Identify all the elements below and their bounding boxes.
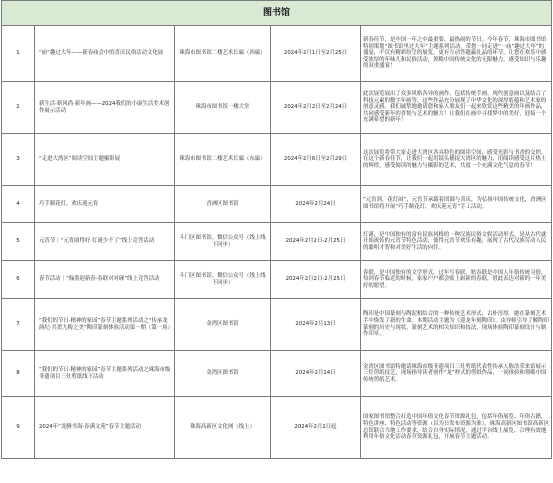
table-row — [2, 186, 552, 223]
table-row — [2, 397, 552, 459]
activity-date: 2024年2月24日 — [271, 186, 361, 223]
activity-description: 陶印是中国篆刻与陶泥相结合的一种传统艺术形式，古朴淳厚。她在篆刻艺术手中焕发了新的生命。本期活动主题为《迎龙年刻陶印》，由导师引导了解陶印篆刻的历史与现状，篆刻艺术的相关知识和技法，现场体验陶印篆刻设计与制作印章。 — [361, 299, 552, 351]
table-row — [2, 82, 552, 134]
activity-location: 珠海市图书馆二楼艺术长廊（西廊） — [175, 26, 271, 82]
activity-location: 珠海市图书馆二楼艺术长廊（东廊） — [175, 134, 271, 186]
activity-description: 灯谜，是中国独有的富有民族风格的一种汉族民俗文娱活动形式，是从古代就开始流传的元宵节特色活动，使得元宵节欢乐有趣，展现了古代汉族劳动人民的聪明才智和对美好生活的向往。 — [361, 223, 552, 261]
table-row — [2, 261, 552, 299]
table-row — [2, 26, 552, 82]
row-index: 5 — [2, 223, 35, 261]
events-table — [1, 0, 552, 459]
activity-name: 巧手制花灯，欢庆迎元宵 — [35, 186, 175, 223]
activity-name: 元宵节｜“元宵闹得好·灯谜少不了”线上竞答活动 — [35, 223, 175, 261]
activity-description: 新春佳节，是中国一年之中最重要、最热闹的节日。今年春节，珠海市图书馆特别策划“图书馆里过大年”主题系列活动，带您一同走进“一庙”趣过大年”的盛宴，不仅有精彩纷呈的展览，更有互动答题赢礼品的环节，让您在欢乐中感受浓厚的年味儿和民俗活动，领略中国传统文化的无限魅力，感受知识与乐趣的双重盛宴！ — [361, 26, 552, 82]
activity-name: “走进大湾区”阅读空间主题摄影展 — [35, 134, 175, 186]
row-index: 9 — [2, 397, 35, 459]
row-index: 6 — [2, 261, 35, 299]
activity-name: 春节活动｜“翰墨迎新春·春联对对碰”线上竞答活动 — [35, 261, 175, 299]
activity-description: 金湾区图书馆特邀请珠海市级非遗项目三灶剪纸代表性传承人陈浩荣来馆展示三灶剪纸技艺，现场指导读者创作“龙”样式的剪纸作品，一同体验和领略中国传统剪纸艺术。 — [361, 351, 552, 397]
activity-location: 珠海市图书馆一楼大堂 — [175, 82, 271, 134]
activity-location: 香洲区图书馆 — [175, 186, 271, 223]
activity-location: 斗门区图书馆、微信公众号（线上线下同步） — [175, 261, 271, 299]
title-row — [2, 1, 552, 26]
activity-location: 珠海高新区文化网（线上） — [175, 397, 271, 459]
table-row — [2, 134, 552, 186]
row-index: 4 — [2, 186, 35, 223]
row-index: 1 — [2, 26, 35, 82]
activity-description: 国家图书馆整合打造中国年俗文化春节资源礼包，包括年俗展览、年俗古籍、特色讲座、特色活动等资源（以为日发布资源为准），珠海高新区图书馆高新区总馆联合当地工作要求，结合自身实际情况，通过平台线上展览、合理有效地利用年俗文化活动春节资源礼包，开展春节主题活动。 — [361, 397, 552, 459]
activity-name: 2024年“龙腾书海·春满文苑”春节主题活动 — [35, 397, 175, 459]
table-row — [2, 223, 552, 261]
activity-description: “元宵到，花灯闹”，元宵节承载着团圆与喜庆，为弘扬中国传统文化，香洲区图书馆将开展“巧手制花灯，欢庆迎元宵”手工活动。 — [361, 186, 552, 223]
activity-description: 这次展览将带大家走进大湾区各具特色的阅读空间，感受光影与书香的交织。在这个新春佳节，让我们一起用镜头捕捉大湾区的魅力，用阅读感受这片热土的辉煌，感受阅读的魅力与摄影的艺术，共度一个充满文化气息的春节！ — [361, 134, 552, 186]
table-row — [2, 351, 552, 397]
activity-location: 金湾区图书馆 — [175, 351, 271, 397]
activity-date: 2024年2月13日 — [271, 299, 361, 351]
activity-date: 2024年2月2日起 — [271, 397, 361, 459]
activity-date: 2024年2月2日-2月25日 — [271, 223, 361, 261]
table-row — [2, 299, 552, 351]
activity-date: 2024年2月2日-2月25日 — [271, 261, 361, 299]
activity-name: “我们的节日·精神的家园”春节主题系列活动之珠海市级非遗项目三灶剪纸线下活动 — [35, 351, 175, 397]
activity-date: 2024年2月1日至2月25日 — [271, 26, 361, 82]
row-index: 2 — [2, 82, 35, 134]
activity-description: 此次展览展出了众多风格各异的画作，包括传统手画、现代创意画以及结合了科技元素的数字年画等。这些作品充分展现了中华文化的深厚底蕴和艺术家的创意灵感。我们诚挚地邀请您和家人朋友们一起来欣赏这些精美的年画作品，共同感受新年的喜悦与艺术的魅力！让我们在画中寻找梦中的美好，迎接一个充满希望的新年！ — [361, 82, 552, 134]
activity-location: 金湾区图书馆 — [175, 299, 271, 351]
activity-description: 春联，是中国独有的文学形式。过年写春联，贴春联是中国人年俗传统习俗，每到春节临近的时候，家家户户都会贴上崭新的春联，借此表达对新的一年美好的愿望。 — [361, 261, 552, 299]
activity-date: 2024年2月14日 — [271, 351, 361, 397]
activity-name: 新生活·新风尚·新年画——2024我们的小康生活美术创作展示活动 — [35, 82, 175, 134]
activity-date: 2024年2月2日至2月24日 — [271, 82, 361, 134]
row-index: 7 — [2, 299, 35, 351]
table-title: 图书馆 — [2, 1, 552, 26]
row-index: 8 — [2, 351, 35, 397]
row-index: 3 — [2, 134, 35, 186]
activity-date: 2024年2月6日至2月29日 — [271, 134, 361, 186]
activity-name: “我们的节日·精神的家园”春节主题系列活动之“传承龙韵纪·共贺九畴之美”陶印篆刻体验活动第一期（第一场） — [35, 299, 175, 351]
activity-name: “庙”趣过大年——新春庙会中的喜庆民俗活动文化展 — [35, 26, 175, 82]
activity-location: 斗门区图书馆、微信公众号（线上线下同步） — [175, 223, 271, 261]
